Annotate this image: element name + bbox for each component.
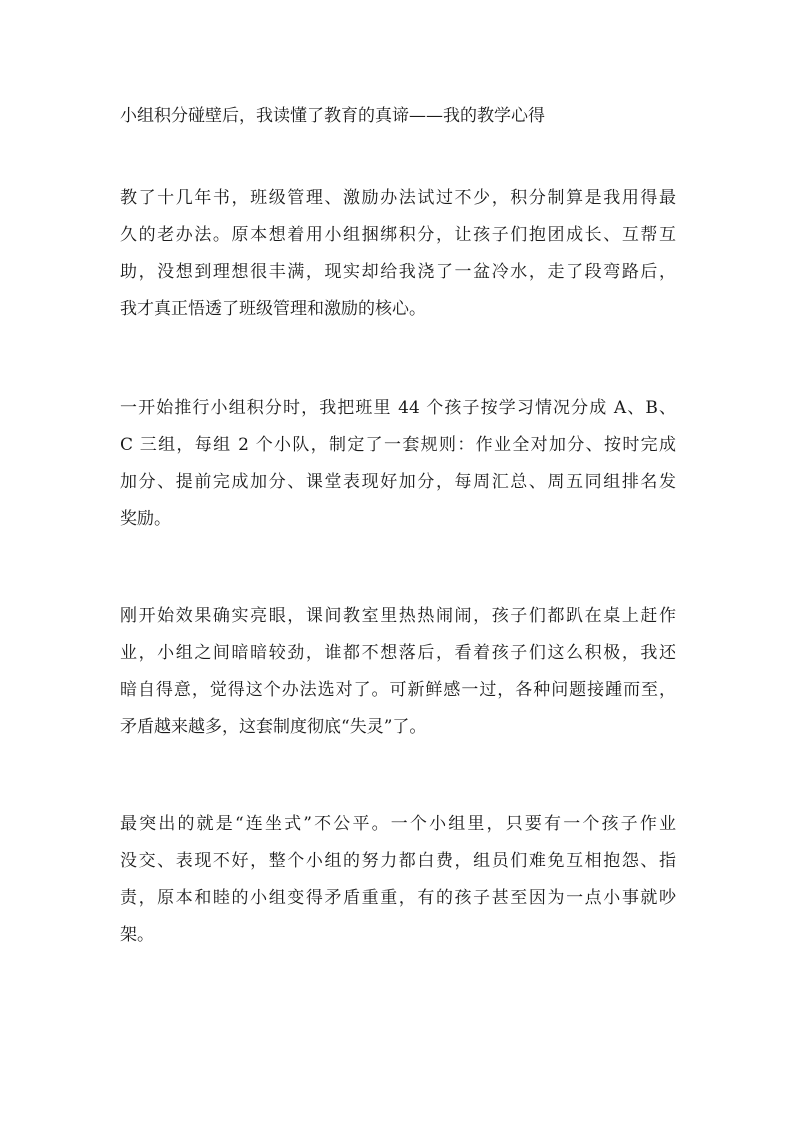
paragraph-line: 矛盾越来越多，这套制度彻底“失灵”了。 — [120, 717, 427, 737]
paragraph-line: 暗自得意，觉得这个办法选对了。可新鲜感一过，各种问题接踵而至， — [120, 680, 676, 700]
paragraph-line: C 三组，每组 2 个小队，制定了一套规则：作业全对加分、按时完成 — [120, 435, 676, 455]
paragraph-1 — [120, 180, 676, 328]
paragraph-2 — [120, 390, 676, 538]
paragraph-line: 奖励。 — [120, 509, 171, 529]
paragraph-line: 业，小组之间暗暗较劲，谁都不想落后，看着孩子们这么积极，我还 — [120, 643, 676, 663]
paragraph-line: 最突出的就是“连坐式”不公平。一个小组里，只要有一个孩子作业 — [120, 814, 676, 834]
paragraph-line: 没交、表现不好，整个小组的努力都白费，组员们难免互相抱怨、指 — [120, 851, 676, 871]
paragraph-line: 责，原本和睦的小组变得矛盾重重，有的孩子甚至因为一点小事就吵 — [120, 888, 676, 908]
document-title: 小组积分碰壁后，我读懂了教育的真谛——我的教学心得 — [120, 106, 545, 126]
paragraph-line: 助，没想到理想很丰满，现实却给我浇了一盆冷水，走了段弯路后， — [120, 262, 676, 282]
paragraph-line: 一开始推行小组积分时，我把班里 44 个孩子按学习情况分成 A、B、 — [120, 398, 676, 418]
paragraph-line: 刚开始效果确实亮眼，课间教室里热热闹闹，孩子们都趴在桌上赶作 — [120, 606, 676, 626]
paragraph-line: 教了十几年书，班级管理、激励办法试过不少，积分制算是我用得最 — [120, 188, 676, 208]
paragraph-4 — [120, 806, 676, 954]
paragraph-line: 我才真正悟透了班级管理和激励的核心。 — [120, 299, 426, 319]
paragraph-line: 架。 — [120, 925, 154, 945]
paragraph-line: 加分、提前完成加分、课堂表现好加分，每周汇总、周五同组排名发 — [120, 472, 676, 492]
paragraph-line: 久的老办法。原本想着用小组捆绑积分，让孩子们抱团成长、互帮互 — [120, 225, 676, 245]
paragraph-3 — [120, 598, 676, 746]
